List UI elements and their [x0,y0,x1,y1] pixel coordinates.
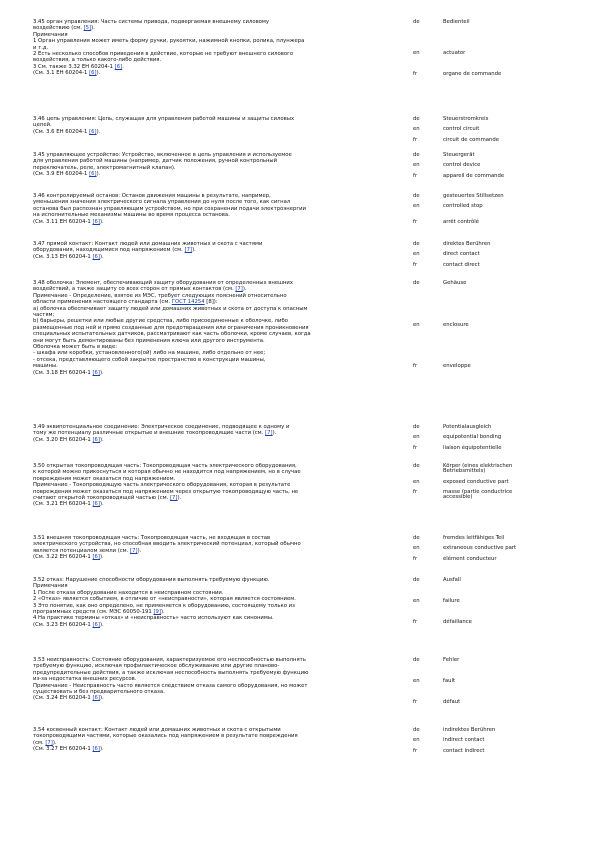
line-text: (См. 3.27 ЕН 60204-1 [33,746,93,753]
line-text: цепей. [33,122,52,129]
language-code: de [413,280,420,286]
language-code: en [413,251,420,258]
line-text-tail: ). [137,547,142,554]
foreign-term: défaillance [443,618,472,625]
language-code: fr [413,555,418,562]
definition-line [33,70,385,76]
language-code: de [413,463,420,469]
line-text: останова был распознан управляющим устройством, но при сохранении подачи электроэнергии [33,205,306,212]
definition-text [33,241,385,260]
foreign-term: actuator [443,50,466,57]
foreign-term: indirect contact [443,737,485,744]
language-code: fr [413,747,418,754]
reference-link[interactable]: [6] [92,253,100,260]
language-code: fr [413,136,418,143]
line-text: 3 Это понятие, как оно определено, не применяется к оборудованию, состоящему только из [33,602,295,609]
reference-link[interactable]: [7] [130,547,138,554]
language-code: fr [413,444,418,451]
definition-text [33,280,385,376]
line-text-tail: . [122,63,124,70]
line-text: 3.46 цепь управления: Цепь, служащая для управления работой машины и защиты силовых [33,116,295,122]
language-code: en [413,162,420,169]
line-text: 3 См. также 3.32 ЕН 60204-1 [33,63,115,70]
line-text: (См. 3.20 ЕН 60204-1 [33,436,93,443]
reference-link[interactable]: [6] [92,746,100,753]
line-text: области применения настоящего стандарта (см. [33,299,172,306]
line-text: электрического устройства, но способная вводить электрический потенциал, который обычно [33,541,301,548]
language-code: de [413,152,420,158]
definition-text [33,577,385,628]
reference-link[interactable]: [7] [45,739,53,746]
definition-line [33,746,385,752]
line-text: из-за недостатка внешних ресурсов. [33,676,137,683]
line-text: (См. 3.24 ЕН 60204-1 [33,695,93,702]
line-text-tail: ). [192,247,196,254]
language-code: fr [413,219,418,225]
line-text: размещенные под ней и прямо созданные для предотвращения или ограничения проникновения [33,324,309,331]
foreign-term: Ausfall [443,577,461,583]
language-code: de [413,116,420,122]
foreign-term: fault [443,677,456,684]
reference-link[interactable]: [6] [114,63,123,70]
line-text-tail: ). [96,171,101,178]
foreign-term: appareil de commande [443,172,505,179]
reference-link[interactable]: [6] [89,128,97,135]
line-text: уменьшения значения электрического сигнала управления до нуля после того, как сигнал [33,199,291,206]
line-text: токопроводящими частями, которые оказались под напряжением в результате повреждения [33,733,298,740]
foreign-term: fremdes leitfähiges Teil [443,535,505,541]
line-text: (См. 3.1 ЕН 60204-1 [33,70,90,77]
line-text: для управления работой машины (например, датчик положения, ручной контрольный [33,158,278,165]
reference-link[interactable]: [7] [235,286,243,293]
line-text-tail: ). [91,25,95,32]
line-text: - шкафа или коробки, установленного(ой) либо на машине, либо отдельно от нее; [33,350,266,357]
language-code: en [413,545,420,552]
reference-link[interactable]: [7] [169,495,178,502]
language-code: fr [413,489,418,495]
language-code: de [413,241,420,247]
definition-text [33,657,385,702]
foreign-term: equipotential bonding [443,434,502,441]
language-code: de [413,727,420,733]
line-text-tail: ). [99,501,104,508]
foreign-term: élément conducteur [443,555,497,562]
line-text-tail: ). [99,369,104,376]
line-text: (См. 3.6 ЕН 60204-1 [33,128,90,135]
line-text: 1 После отказа оборудование находится в неисправном состоянии. [33,589,224,596]
definition-line [33,129,385,135]
line-text-tail: ). [99,621,104,628]
reference-link[interactable]: [6] [92,501,100,508]
line-text-tail: ). [177,495,182,502]
line-text: 3.48 оболочка: Элемент, обеспечивающий защиту оборудования от определенных внешних [33,280,294,286]
line-text: оборудования, находящимися под напряжением (см. [33,247,185,254]
definition-line [33,370,385,376]
line-text: 3.51 внешняя токопроводящая часть: Токопроводящая часть, не входящая в состав [33,535,271,541]
line-text: на исполнительные механизмы машины во время процесса останова. [33,212,230,219]
language-code: en [413,126,420,133]
definition-text [33,19,385,77]
line-text: 3.50 открытая токопроводящая часть: Токопроводящая часть электрического оборудования, [33,463,297,469]
line-text: воздействий, а также защиту со всех сторон от прямых контактов (см. [33,286,236,293]
line-text: и т.д. [33,44,49,51]
line-text: (См. 3.23 ЕН 60204-1 [33,621,93,628]
foreign-term: gesteuertes Stillsetzen [443,193,504,199]
reference-link[interactable]: [6] [92,369,100,376]
foreign-term: indirektes Berühren [443,727,496,733]
foreign-term: enveloppe [443,363,471,370]
line-text: 3.52 отказ: Нарушение способности оборудования выполнять требуемую функцию. [33,577,270,583]
line-text: Примечание - Токопроводящую часть электрического оборудования, которая в результате [33,482,291,489]
language-code: fr [413,363,418,370]
definition-line [33,437,385,443]
foreign-term: direct contact [443,251,480,258]
line-text-tail: ). [52,739,57,746]
language-code: de [413,19,420,25]
line-text-tail: ). [160,609,165,616]
foreign-term: Gehäuse [443,280,467,286]
foreign-term: Bedienteil [443,19,470,25]
language-code: fr [413,71,418,77]
line-text: 3.47 прямой контакт: Контакт людей или домашних животных и скота с частями [33,241,263,247]
reference-link[interactable]: [6] [92,218,100,225]
line-text: 3.53 неисправность: Состояние оборудования, характеризуемое его неспособностью выполнять [33,657,306,663]
line-text: 3.45 орган управления: Часть системы привода, подвергаемая внешнему силовому [33,19,270,25]
definition-text [33,424,385,443]
line-text-tail: ). [99,695,104,702]
definition-line [33,554,385,560]
line-text-tail: [8]): [204,299,218,306]
line-text-tail: ). [99,436,104,443]
language-code: de [413,193,420,199]
line-text: требуемую функцию, исключая профилактическое обслуживание или другие планово- [33,663,280,670]
line-text: b) барьеры, решетки или любые другие средства, либо присоединенные к оболочке, либо [33,318,288,325]
definition-text [33,152,385,178]
foreign-term: control device [443,162,481,169]
language-code: fr [413,261,418,268]
language-code: de [413,657,420,663]
reference-link[interactable]: [6] [92,695,100,702]
definition-line [33,501,385,507]
language-code: fr [413,172,418,179]
reference-link[interactable]: [7] [265,430,273,437]
definition-line [33,254,385,260]
foreign-term: extraneous conductive part [443,545,517,552]
reference-link[interactable]: [6] [92,554,100,561]
definition-text [33,535,385,561]
foreign-term: accessible) [443,494,473,501]
line-text: частям; [33,312,55,319]
line-text: Оболочка может быть в виде: [33,344,118,351]
reference-link[interactable]: [5] [83,25,92,32]
line-text: 3.45 управляющее устройство: Устройство, включенное в цепь управления и используемое [33,152,292,158]
line-text: 2 Есть несколько способов приведения в действие, которые не требуют внешнего силового [33,51,294,58]
definition-line [33,695,385,701]
definition-line [33,219,385,225]
line-text: (См. 3.13 ЕН 60204-1 [33,253,93,260]
definition-line [33,171,385,177]
foreign-term: arrêt contrôlé [443,219,480,225]
line-text-tail: ). [272,430,277,437]
language-code: en [413,203,420,210]
line-text: считают открытой токопроводящей частью (см. [33,495,170,502]
language-code: fr [413,698,418,705]
foreign-term: Betriebsmittels) [443,468,486,475]
line-text-tail: ). [96,70,101,77]
language-code: en [413,677,420,684]
foreign-term: circuit de commande [443,136,499,143]
reference-link[interactable]: ГОСТ 14254 [171,299,205,306]
line-text-tail: ). [99,218,104,225]
line-text: (См. 3.18 ЕН 60204-1 [33,369,93,376]
line-text: к которой можно прикоснуться и которая обычно не находится под напряжением, но в случае [33,469,301,476]
reference-link[interactable]: [6] [92,621,100,628]
line-text: (См. 3.9 ЕН 60204-1 [33,171,90,178]
line-text: переключатель, реле, электромагнитный клапан). [33,164,176,171]
line-text-tail: ). [99,746,104,753]
reference-link[interactable]: [9] [153,609,161,616]
line-text: повреждения может оказаться под напряжением. [33,475,176,482]
foreign-term: control circuit [443,126,480,133]
language-code: en [413,434,420,441]
foreign-term: direktes Berühren [443,241,491,247]
reference-link[interactable]: [6] [89,70,97,77]
line-text: Примечание - Неисправность часто является следствием отказа самого оборудования, но может [33,682,308,689]
line-text: 3.49 эквипотенциальное соединение: Электрическое соединение, подводящее к одному и [33,424,290,430]
line-text-tail: ). [99,253,104,260]
line-text: существовать и без предварительного отказа. [33,689,165,696]
foreign-term: liaison équipotentielle [443,444,502,451]
line-text: (см. [33,739,46,746]
foreign-term: Potentialausgleich [443,424,492,430]
line-text: а) оболочка обеспечивает защиту людей или домашних животных и скота от доступа к опасным [33,305,308,312]
foreign-term: exposed conductive part [443,478,509,485]
line-text: (См. 3.21 ЕН 60204-1 [33,501,93,508]
foreign-term: organe de commande [443,71,502,77]
foreign-term: Steuerstromkreis [443,116,489,122]
foreign-term: masse (partie conductrice [443,489,513,495]
definition-line [33,622,385,628]
line-text: 2 «Отказ» является событием, в отличие от «неисправности», которая является состоянием. [33,596,296,603]
line-text: машины. [33,363,58,370]
line-text: Примечание - Определение, взятое из МЭС, требует следующих пояснений относительно [33,292,287,299]
line-text-tail: ). [99,554,104,561]
language-code: en [413,478,420,485]
foreign-term: enclosure [443,321,469,328]
definition-text [33,463,385,508]
line-text: 4 На практике термины «отказ» и «неисправность» часто используют как синонимы. [33,615,274,622]
line-text: 1 Орган управления может иметь форму ручки, рукоятки, нажимной кнопки, ролика, плунжера [33,38,305,45]
line-text: тому же потенциалу различные открытые и внешние токопроводящие части (см. [33,430,266,437]
reference-link[interactable]: [6] [92,436,100,443]
language-code: en [413,737,420,744]
foreign-term: Körper (eines elektrischen [443,463,513,469]
line-text: Примечания [33,31,68,38]
line-text: воздействия, а только какого-либо действия. [33,57,162,64]
language-code: de [413,535,420,541]
line-text-tail: ). [242,286,247,293]
language-code: de [413,577,420,583]
line-text: предупредительные действия, а также исключая неспособность выполнять требуемую функцию [33,669,309,676]
line-text: они могут быть демонтированы без применения ключа или другого инструмента. [33,337,265,344]
line-text: - отсека, представляющего собой закрытое пространство в конструкции машины, [33,356,266,363]
line-text: специальных испытательных датчиков, рассматривают как часть оболочки, кроме случаев, когда [33,331,311,338]
line-text: 3.54 косвенный контакт: Контакт людей или домашних животных и скота с открытыми [33,727,281,733]
line-text: является потенциалом земли (см. [33,547,131,554]
reference-link[interactable]: [6] [89,171,97,178]
definition-text [33,727,385,753]
line-text: (См. 3.11 ЕН 60204-1 [33,218,93,225]
language-code: en [413,321,420,328]
foreign-term: failure [443,597,460,604]
language-code: en [413,597,420,604]
foreign-term: contact direct [443,261,480,268]
foreign-term: contact indirect [443,747,485,754]
language-code: fr [413,618,418,625]
language-code: en [413,50,420,57]
language-code: de [413,424,420,430]
line-text: (См. 3.22 ЕН 60204-1 [33,554,93,561]
line-text: повреждения может оказаться под напряжением через открытую токопроводящую часть, не [33,488,299,495]
line-text: воздействию (см. [33,25,84,32]
line-text-tail: ). [96,128,101,135]
foreign-term: défaut [443,698,461,705]
foreign-term: Fehler [443,657,460,663]
definition-text [33,193,385,225]
line-text: Примечания [33,583,68,590]
foreign-term: controlled stop [443,203,483,210]
foreign-term: Steuergerät [443,152,475,158]
reference-link[interactable]: [7] [184,247,193,254]
line-text: 3.46 контролируемый останов: Останов движения машины в результате, например, [33,193,271,199]
line-text: программных средств (см. МЭС 60050-191 [33,609,154,616]
definition-text [33,116,385,135]
